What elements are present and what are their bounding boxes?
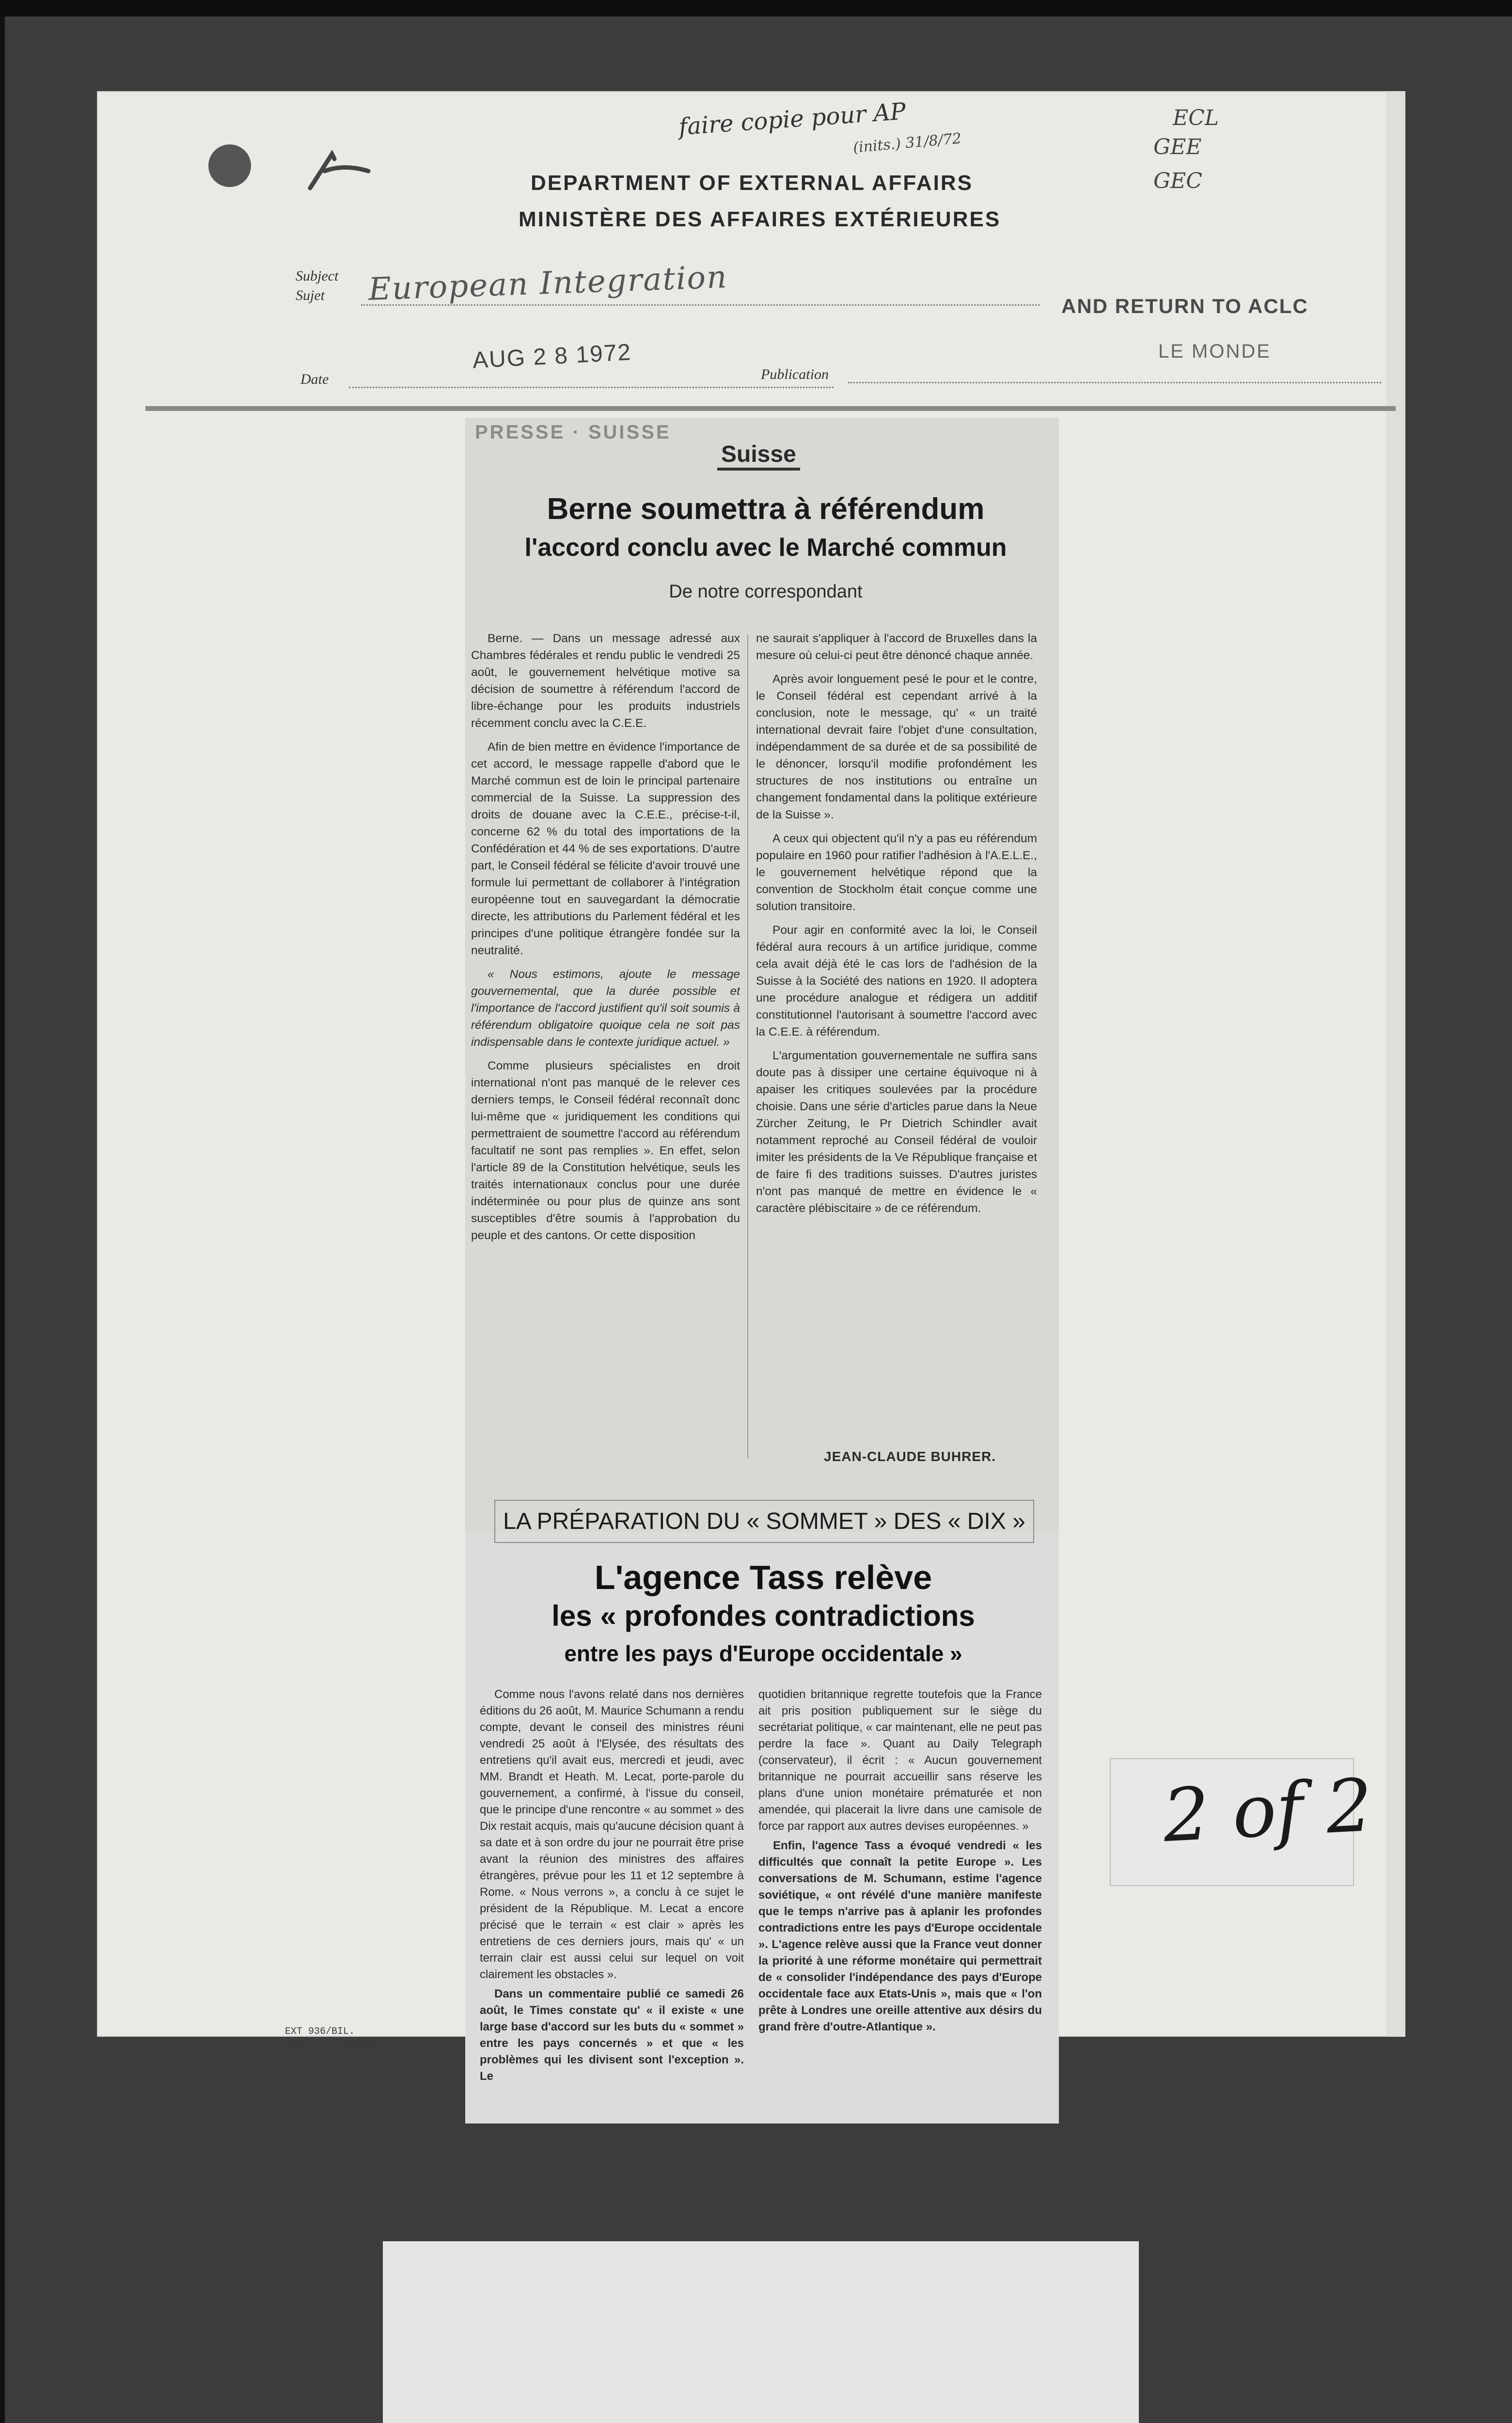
paragraph: ne saurait s'appliquer à l'accord de Bruxelles dans la mesure où celui-ci peut être dénoncé chaque année. (756, 632, 1037, 662)
department-name-fr: MINISTÈRE DES AFFAIRES EXTÉRIEURES (519, 207, 1001, 231)
article2-column-d (758, 1686, 1042, 2118)
blank-card (383, 2241, 1139, 2423)
article1-column-b (756, 630, 1037, 1454)
routing-initials (1134, 106, 1289, 232)
punch-hole-icon (208, 144, 251, 187)
handwritten-note: faire copie pour AP (677, 97, 907, 141)
return-note: AND RETURN TO ACLC (1061, 295, 1308, 317)
form-code-line: 7530-21-029-9046 (285, 2041, 378, 2052)
paragraph: Après avoir longuement pesé le pour et le contre, le Conseil fédéral est cependant arrivé à la conclusion, note le message, qu' « un traité international devrait faire l'objet d'une consultation, indépendamment de sa durée et de sa possibilité de le dénoncer, lorsqu'il modifie profondément les structures de nos institutions ou entraîne un changement fondamental dans la politique extérieure de la Suisse ». (756, 673, 1037, 821)
routing-initial: ECL (1173, 106, 1219, 130)
article2-headline-1: L'agence Tass relève (594, 1558, 932, 1596)
article1-headline: Berne soumettra à référendum (547, 492, 985, 526)
page-number-handwritten: 2 of 2 (1161, 1763, 1375, 1859)
paragraph: Berne. — Dans un message adressé aux Chambres fédérales et rendu public le vendredi 25 août, le gouvernement helvétique motive sa décision de soumettre à référendum l'accord de libre-échange pour les produits industriels récemment conclu avec la C.E.E. (471, 632, 740, 730)
article2-headline-3: entre les pays d'Europe occidentale » (564, 1641, 962, 1666)
paragraph: L'argumentation gouvernementale ne suffira sans doute pas à dissiper une certaine équivoque ni à apaiser les critiques soulevées par la procédure choisie. Dans une série d'articles parue dans la Neue Zürcher Zeitung, le Pr Dietrich Schindler avait notamment reproché au Conseil fédéral de vouloir imiter les présidents de la Ve République française et de faire fi des traditions suisses. D'autres juristes n'ont pas manqué de mettre en évidence le « caractère plébiscitaire » de ce référendum. (756, 1049, 1037, 1215)
routing-initial: GEE (1153, 135, 1202, 159)
film-left-edge (0, 16, 5, 2423)
paragraph: Comme plusieurs spécialistes en droit international n'ont pas manqué de le relever ces derniers temps, le Conseil fédéral reconnaît donc lui-même que « juridiquement les conditions qui permettraient de soumettre l'accord au référendum facultatif ne sont pas remplies ». En effet, selon l'article 89 de la Constitution helvétique, seuls les traités internationaux conclus pour une durée indéterminée ou pour plus de quinze ans sont susceptibles d'être soumis à l'approbation du peuple et des cantons. Or cette disposition (471, 1059, 740, 1242)
article1-byline: De notre correspondant (669, 582, 863, 602)
pen-mark-icon (305, 144, 373, 198)
article1-column-a (471, 630, 740, 1478)
date-label: Date (300, 371, 329, 387)
bleed-through-header: PRESSE · SUISSE (475, 422, 671, 443)
paragraph: Dans un commentaire publié ce samedi 26 août, le Times constate qu' « il existe « une large base d'accord sur les buts du « sommet » entre les pays concernés » et que « les problèmes qui les divisent sont l'exception ». Le (480, 1987, 744, 2083)
article1-subhead: l'accord conclu avec le Marché commun (524, 534, 1007, 562)
date-stamp: AUG 2 8 1972 (472, 339, 632, 374)
form-divider (145, 406, 1396, 411)
routing-initial: GEC (1153, 169, 1202, 193)
paragraph: Enfin, l'agence Tass a évoqué vendredi « les difficultés que connaît la petite Europe ». Les conversations de M. Schumann, estime l'agence soviétique, « ont révélé d'une manière manifeste que le temps n'arrive pas à aplanir les profondes contradictions entre les pays d'Europe occidentale ». L'agence relève aussi que la France veut donner la priorité à une réforme monétaire qui permettrait de « consolider l'indépendance des pays d'Europe occidentale face aux Etats-Unis », mais que « l'on prête à Londres une oreille attentive aux désirs du grand frère d'outre-Atlantique ». (758, 1839, 1042, 2033)
paragraph: A ceux qui objectent qu'il n'y a pas eu référendum populaire en 1960 pour ratifier l'adhésion à l'A.E.L.E., le gouvernement helvétique répond que la convention de Stockholm était conçue comme une solution transitoire. (756, 832, 1037, 913)
article1-kicker: Suisse (717, 441, 800, 471)
department-name-en: DEPARTMENT OF EXTERNAL AFFAIRS (531, 171, 973, 195)
handwritten-initials: (inits.) 31/8/72 (852, 130, 962, 157)
subject-line (361, 304, 1040, 306)
paragraph: Pour agir en conformité avec la loi, le Conseil fédéral aura recours à un artifice juridique, comme cela avait déjà été le cas lors de l'adhésion de la Suisse à la Société des nations en 1920. Il adoptera une procédure analogue et rédigera un additif constitutionnel l'autorisant à soumettre l'accord avec la C.E.E. à référendum. (756, 924, 1037, 1038)
subject-value: European Integration (367, 259, 728, 308)
publication-label: Publication (761, 366, 829, 382)
film-top-band (0, 0, 1512, 16)
sheet-right-strip (1386, 91, 1405, 2037)
publication-line (848, 382, 1381, 383)
sujet-label: Sujet (296, 287, 325, 303)
article2-column-c (480, 1686, 744, 2118)
subject-label: Subject (296, 268, 339, 284)
paragraph: Comme nous l'avons relaté dans nos dernières éditions du 26 août, M. Maurice Schumann a rendu compte, devant le conseil des ministres réuni vendredi 25 août à l'Elysée, des résultats des entretiens qu'il avait eus, mercredi et jeudi, avec MM. Brandt et Heath. M. Lecat, porte-parole du gouvernement, a confirmé, à l'issue du conseil, que le principe d'une rencontre « au sommet » des Dix restait acquis, mais qu'aucune décision quant à sa date et à son ordre du jour ne pourrait être prise avant la réunion des ministres des affaires étrangères, prévue pour les 11 et 12 septembre à Rome. « Nous verrons », a conclu à ce sujet le président de la République. M. Lecat a encore précisé que le terrain « est clair » après les entretiens de ces derniers jours, mais qu' « un terrain clair est aussi celui sur lequel on voit clairement les obstacles ». (480, 1688, 744, 1981)
paragraph: quotidien britannique regrette toutefois que la France ait pris position publiquement sur le siège du secrétariat politique, « car maintenant, elle ne peut pas perdre la face ». Quant au Daily Telegraph (conservateur), il écrit : « Aucun gouvernement britannique ne pourrait accueillir sans réserve les plans d'une union monétaire prématurée et non amendée, qui placerait la livre dans une camisole de force par rapport aux autres devises européennes. » (758, 1688, 1042, 1833)
form-code-line: EXT 936/BIL. (285, 2026, 355, 2037)
article2-banner: LA PRÉPARATION DU « SOMMET » DES « DIX » (494, 1500, 1034, 1543)
publication-stamp: LE MONDE (1158, 341, 1271, 362)
form-code (285, 2025, 378, 2054)
column-separator (747, 635, 748, 1459)
paragraph: « Nous estimons, ajoute le message gouvernemental, que la durée possible et l'importance de l'accord justifient qu'il soit soumis à référendum obligatoire quoique cela ne soit pas indispensable dans le contexte juridique actuel. » (471, 968, 740, 1049)
paragraph: Afin de bien mettre en évidence l'importance de cet accord, le message rappelle d'abord que le Marché commun est de loin le principal partenaire commercial de la Suisse. La suppression des droits de douane avec la C.E.E., précise-t-il, concerne 62 % du total des importations de la Confédération et 44 % de ses exportations. D'autre part, le Conseil fédéral se félicite d'avoir trouvé une formule lui permettant de collaborer à l'intégration européenne tout en sauvegardant la démocratie directe, les attributions du Parlement fédéral et les principes d'une politique étrangère fondée sur la neutralité. (471, 740, 740, 957)
article1-signature: JEAN-CLAUDE BUHRER. (824, 1449, 996, 1464)
date-line (349, 387, 834, 388)
article2-headline-2: les « profondes contradictions (551, 1600, 975, 1632)
